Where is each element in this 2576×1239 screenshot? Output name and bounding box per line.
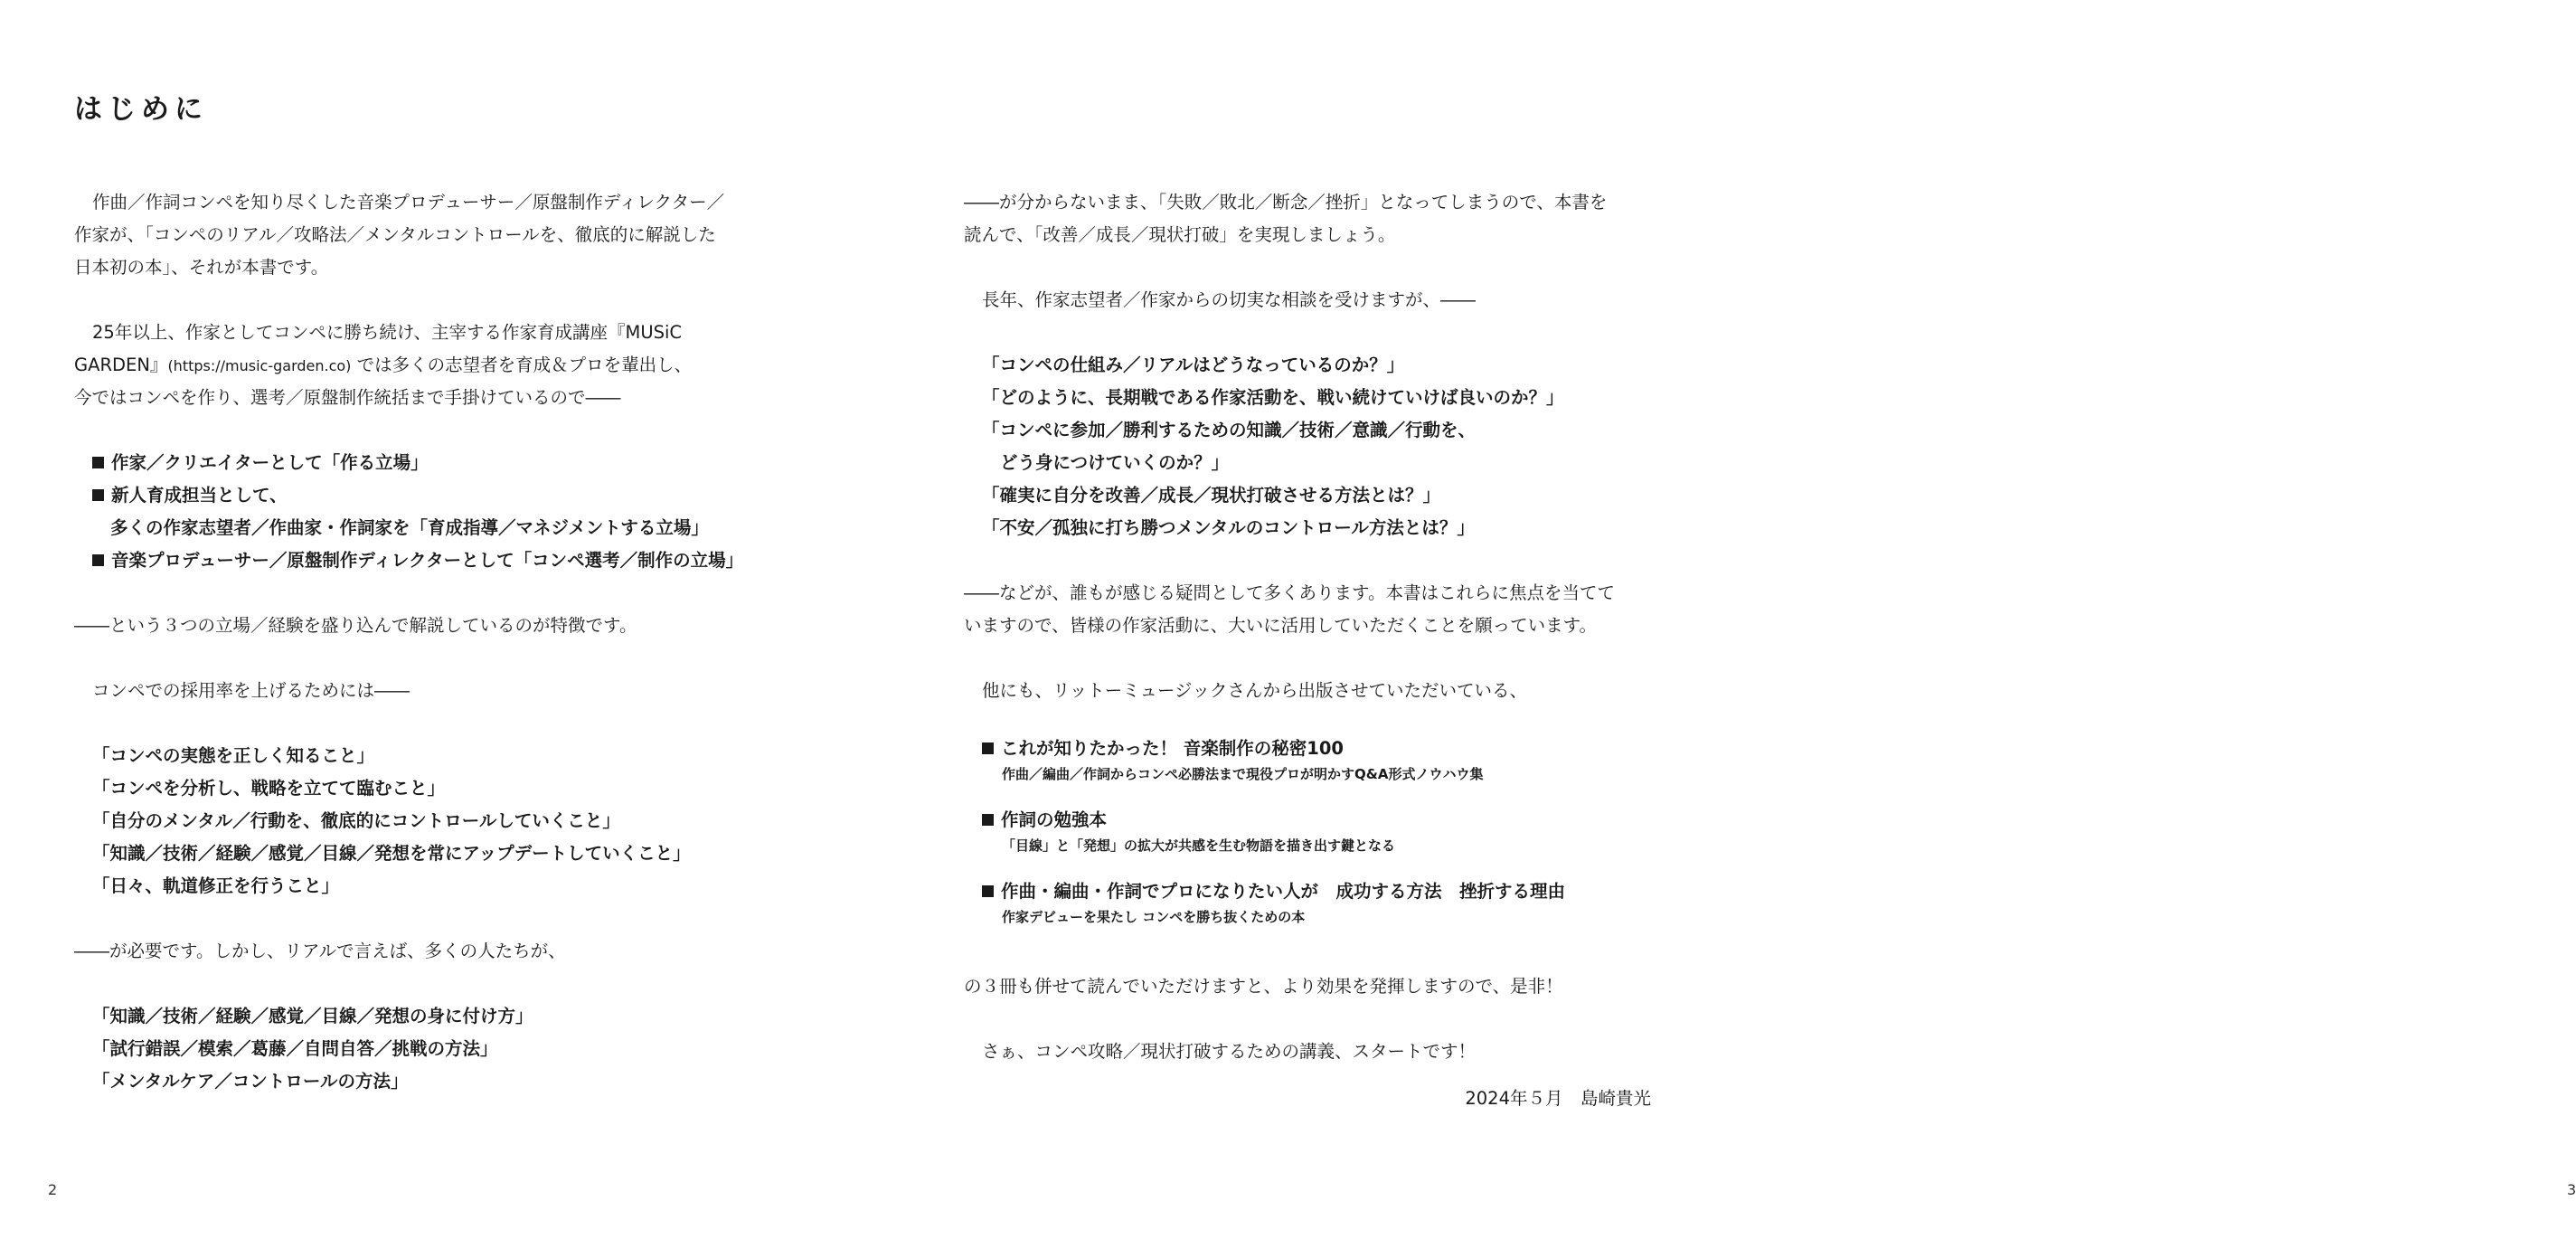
role-item — [74, 479, 743, 512]
paragraph-line: 読んで、「改善／成長／現状打破」を実現しましょう。 — [964, 224, 1396, 245]
need-item: 「知識／技術／経験／感覚／目線／発想を常にアップデートしていくこと」 — [92, 843, 691, 864]
square-bullet-icon — [92, 457, 104, 468]
need-item: 「コンペを分析し、戦略を立てて臨むこと」 — [92, 778, 446, 799]
paragraph-line: ――という３つの立場／経験を盛り込んで解説しているのが特徴です。 — [74, 615, 637, 636]
question-item: 「確実に自分を改善／成長／現状打破させる方法とは？」 — [982, 485, 1441, 506]
paragraph-line: の３冊も併せて読んでいただけますと、より効果を発揮しますので、是非！ — [964, 976, 1563, 997]
book-title — [982, 734, 1651, 763]
role-text: 新人育成担当として、 — [111, 485, 288, 506]
book-subtitle: 「目線」と「発想」の拡大が共感を生む物語を描き出す鍵となる — [1002, 837, 1396, 854]
paragraph-line — [74, 349, 743, 382]
right-column — [964, 186, 1651, 1115]
book-title-text: 作曲・編曲・作詞でプロになりたい人が 成功する方法 挫折する理由 — [1001, 881, 1566, 902]
paragraph-line: 作家が、「コンペのリアル／攻略法／メンタルコントロールを、徹底的に解説した — [74, 224, 716, 245]
book-title-text: 作詞の勉強本 — [1001, 809, 1108, 830]
paragraph-text: GARDEN』 — [74, 355, 168, 375]
paragraph-line: 今ではコンペを作り、選考／原盤制作統括まで手掛けているので―― — [74, 387, 621, 408]
role-item-continued — [74, 512, 743, 544]
paragraph-line: コンペでの採用率を上げるためには―― — [92, 680, 410, 701]
unknown-item: 「メンタルケア／コントロールの方法」 — [92, 1071, 409, 1092]
question-item: 「どのように、長期戦である作家活動を、戦い続けていけば良いのか？」 — [982, 387, 1564, 408]
paragraph-text: では多くの志望者を育成＆プロを輩出し、 — [356, 355, 693, 375]
square-bullet-icon — [92, 554, 104, 566]
question-item: 「コンペの仕組み／リアルはどうなっているのか？」 — [982, 355, 1405, 375]
paragraph-line: 長年、作家志望者／作家からの切実な相談を受けますが、―― — [982, 289, 1477, 310]
role-item — [74, 544, 743, 577]
page-number: 3 — [2567, 1181, 2576, 1198]
paragraph-line: 25年以上、作家としてコンペに勝ち続け、主宰する作家育成講座『MUSiC — [92, 322, 683, 343]
author-signature: 2024年５月 島崎貴光 — [1465, 1088, 1651, 1109]
need-item: 「コンペの実態を正しく知ること」 — [92, 745, 375, 766]
need-item: 「日々、軌道修正を行うこと」 — [92, 875, 340, 896]
unknown-item: 「試行錯誤／模索／葛藤／自問自答／挑戦の方法」 — [92, 1038, 498, 1059]
unknown-item: 「知識／技術／経験／感覚／目線／発想の身に付け方」 — [92, 1006, 533, 1026]
question-item-continued: どう身につけていくのか？」 — [1000, 452, 1230, 473]
role-text: 音楽プロデューサー／原盤制作ディレクターとして「コンペ選考／制作の立場」 — [111, 550, 744, 571]
role-item — [74, 447, 743, 479]
right-page — [871, 0, 2576, 1239]
question-item: 「不安／孤独に打ち勝つメンタルのコントロール方法とは？」 — [982, 517, 1475, 538]
role-text: 多くの作家志望者／作曲家・作詞家を「育成指導／マネジメントする立場」 — [110, 517, 709, 538]
page-number: 2 — [48, 1181, 58, 1198]
paragraph-line: さぁ、コンペ攻略／現状打破するための講義、スタートです！ — [982, 1041, 1477, 1062]
book-title-text: これが知りたかった！ 音楽制作の秘密100 — [1001, 738, 1344, 759]
paragraph-line: 他にも、リットーミュージックさんから出版させていただいている、 — [982, 680, 1527, 701]
square-bullet-icon — [982, 742, 994, 754]
left-column — [74, 186, 743, 1098]
website-url: (https://music-garden.co) — [167, 357, 352, 374]
book-entry — [982, 734, 1651, 785]
square-bullet-icon — [982, 885, 994, 897]
paragraph-line: いますので、皆様の作家活動に、大いに活用していただくことを願っています。 — [964, 615, 1598, 636]
book-title — [982, 806, 1651, 835]
paragraph-line: ――が必要です。しかし、リアルで言えば、多くの人たちが、 — [74, 941, 566, 961]
book-title — [982, 877, 1651, 906]
square-bullet-icon — [982, 814, 994, 826]
need-item: 「自分のメンタル／行動を、徹底的にコントロールしていくこと」 — [92, 810, 620, 831]
book-entry — [982, 806, 1651, 856]
paragraph-line: ――などが、誰もが感じる疑問として多くあります。本書はこれらに焦点を当てて — [964, 582, 1615, 603]
book-subtitle: 作曲／編曲／作詞からコンペ必勝法まで現役プロが明かすQ&A形式ノウハウ集 — [1002, 766, 1484, 782]
left-page — [0, 0, 871, 1239]
paragraph-line: ――が分からないまま、「失敗／敗北／断念／挫折」となってしまうので、本書を — [964, 192, 1608, 213]
question-item: 「コンペに参加／勝利するための知識／技術／意識／行動を、 — [982, 420, 1477, 440]
book-entry — [982, 877, 1651, 928]
paragraph-line: 作曲／作詞コンペを知り尽くした音楽プロデューサー／原盤制作ディレクター／ — [92, 192, 725, 213]
role-text: 作家／クリエイターとして「作る立場」 — [111, 452, 429, 473]
book-subtitle: 作家デビューを果たし コンペを勝ち抜くための本 — [1002, 909, 1306, 925]
paragraph-line: 日本初の本」、それが本書です。 — [74, 257, 329, 278]
chapter-title: はじめに — [74, 93, 208, 126]
square-bullet-icon — [92, 489, 104, 501]
